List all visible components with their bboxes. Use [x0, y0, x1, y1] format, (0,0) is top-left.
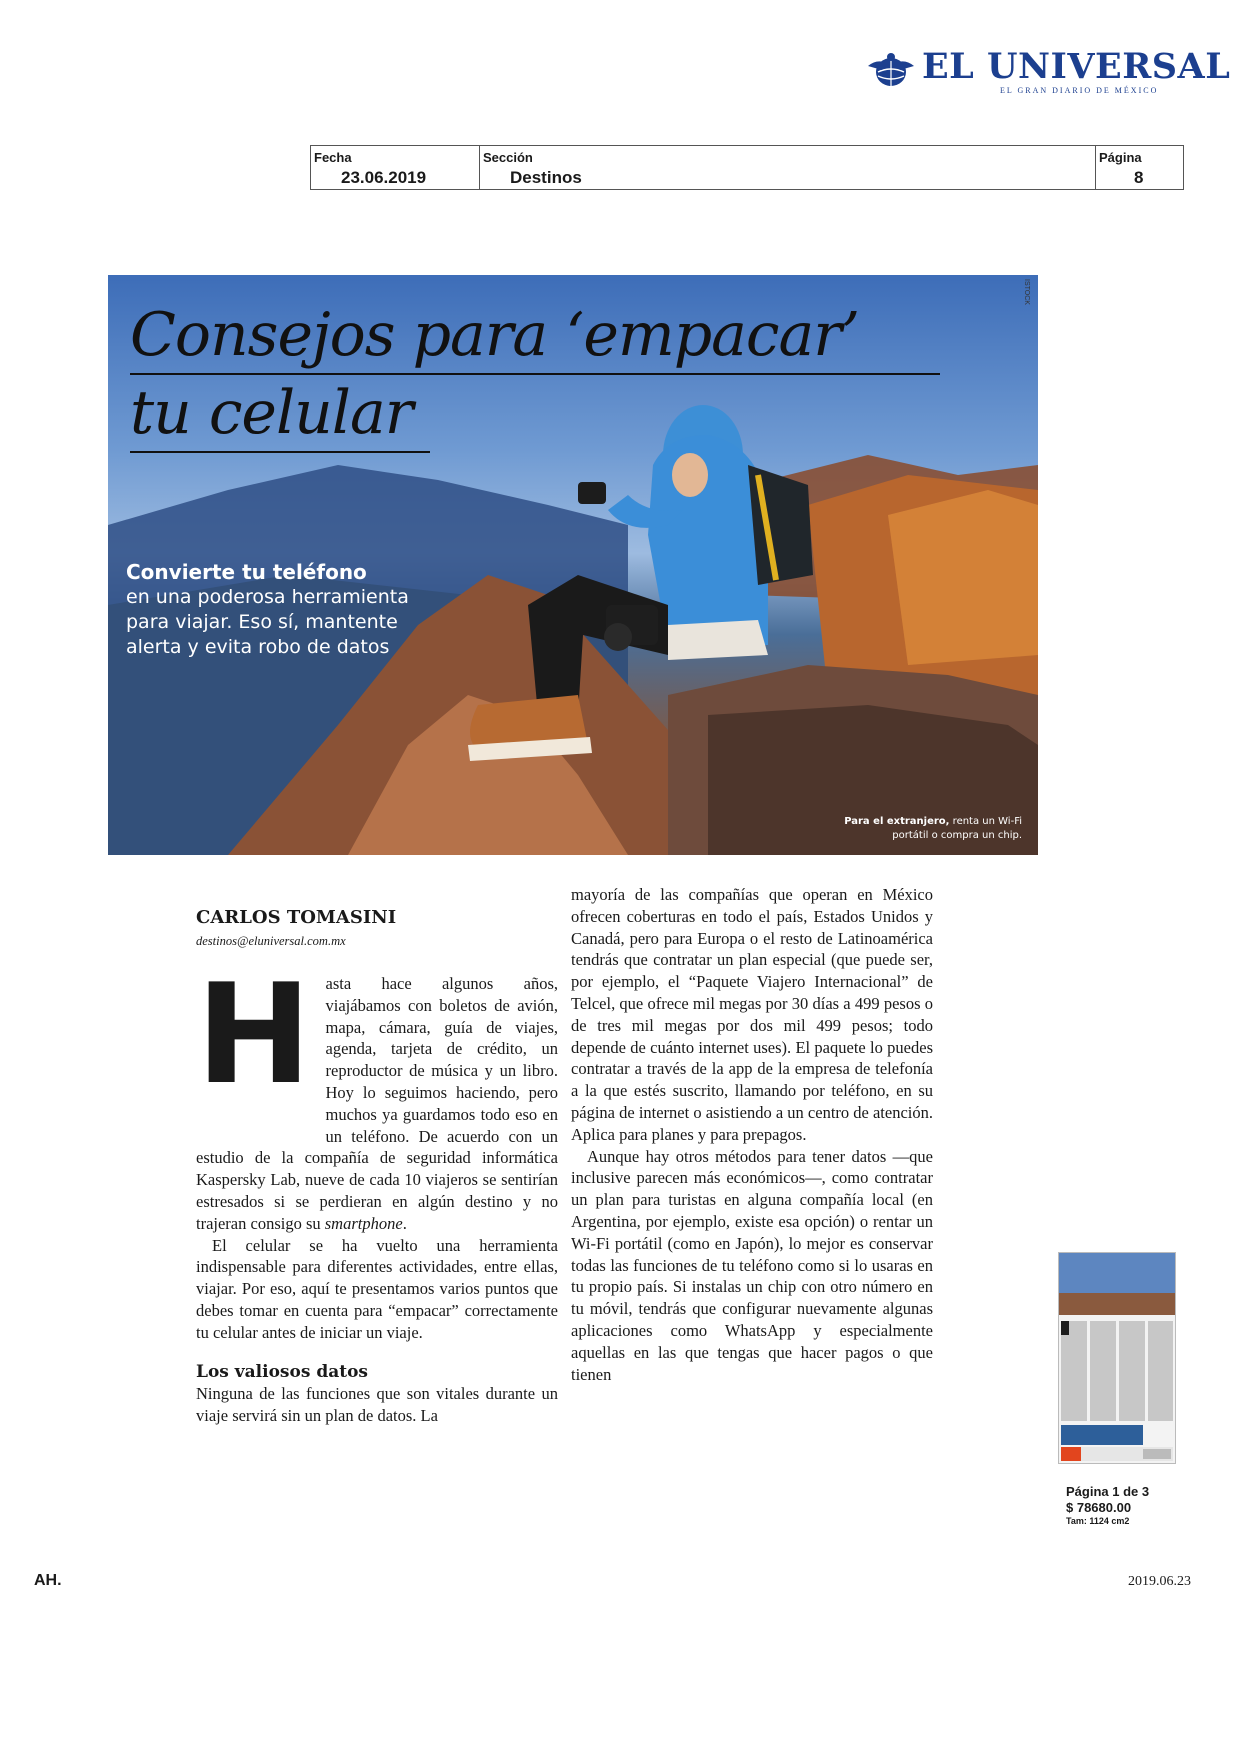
clipping-stats	[1066, 1484, 1186, 1526]
column-2-paragraph-1: mayoría de las compañías que operan en México ofrecen coberturas en todo el país, Estados Unidos y Canadá, pero para Europa o el resto de Latinoamérica tendrás que contratar un plan especial (que puede ser, por ejemplo, el “Paquete Viajero Internacional” de Telcel, que ofrece mil megas por 30 días a 499 pesos o de tres mil megas por dos mil 499 pesos; todo depende de cuánto internet uses). El paquete lo puedes contratar a través de la app de la empresa de telefonía a la que estés suscrito, llamando por teléfono, en su página de internet o asistiendo a un centro de atención. Aplica para planes y para prepagos.	[571, 885, 933, 1144]
page-thumbnail	[1058, 1252, 1176, 1464]
pagina-cell	[1095, 146, 1184, 189]
pagina-label: Página	[1099, 150, 1142, 165]
photo-caption-text: renta un Wi-Fi portátil o compra un chip.	[892, 816, 1022, 841]
globe-eagle-icon	[868, 52, 914, 90]
deck-bold: Convierte tu teléfono	[126, 560, 367, 584]
page-count: Página 1 de 3	[1066, 1484, 1150, 1499]
dropcap: H	[196, 954, 312, 1115]
fecha-cell	[311, 146, 479, 189]
paragraph-3: Ninguna de las funciones que son vitales durante un viaje servirá sin un plan de datos. La	[196, 1384, 558, 1426]
photo-credit: ISTOCK	[1023, 279, 1030, 305]
headline-line-2: tu celular	[130, 375, 430, 453]
paragraph-1-end: .	[402, 1213, 407, 1233]
deck-text: en una poderosa herramienta para viajar. Eso sí, mantente alerta y evita robo de datos	[126, 586, 409, 658]
article-column-1	[196, 954, 558, 1427]
seccion-value: Destinos	[510, 168, 582, 187]
article-size: Tam: 1124 cm2	[1066, 1516, 1130, 1526]
seccion-label: Sección	[483, 150, 533, 165]
page-thumbnail-illustration	[1059, 1253, 1175, 1463]
paragraph-2: El celular se ha vuelto una herramienta indispensable para diferentes actividades, entre ellas, viajar. Por eso, aquí te presentamos varios puntos que debes tomar en cuenta para “empacar” correctamente tu celular antes de iniciar un viaje.	[196, 1235, 558, 1342]
photo-caption-bold: Para el extranjero,	[844, 816, 950, 827]
clipping-header	[310, 145, 1184, 190]
masthead-tagline: EL GRAN DIARIO DE MÉXICO	[1000, 86, 1159, 95]
seccion-cell	[479, 146, 1096, 189]
paragraph-1	[196, 954, 558, 1235]
column-2-paragraph-2: Aunque hay otros métodos para tener datos —que inclusive parecen más económicos—, como contratar un plan para turistas en alguna compañía local (en Argentina, por ejemplo, existe esa opción) o rentar un Wi-Fi portátil (como en Japón), lo mejor es conservar todas las funciones de tu teléfono como si lo usaras en tu propio país. Si instalas un chip con otro número en tu móvil, tendrás que configurar nuevamente algunas aplicaciones como WhatsApp y especialmente aquellas en las que tengas que hacer pagos o que tienen	[571, 1146, 933, 1384]
byline: CARLOS TOMASINI	[196, 907, 397, 928]
fecha-label: Fecha	[314, 150, 352, 165]
footer-date: 2019.06.23	[1128, 1574, 1191, 1589]
pagina-value: 8	[1134, 168, 1144, 187]
masthead-title: EL UNIVERSAL	[922, 46, 1231, 87]
article-column-2	[571, 884, 933, 1385]
author-email: destinos@eluniversal.com.mx	[196, 934, 346, 948]
paragraph-1-text: asta hace algunos años, viajábamos con boletos de avión, mapa, cámara, guía de viajes, agenda, tarjeta de crédito, un reproductor de música y un libro. Hoy lo seguimos haciendo, pero muchos ya guardamos todo eso en un teléfono. De acuerdo con un estudio de la compañía de seguridad informática Kaspersky Lab, nueve de cada 10 viajeros se sentirían estresados si se perdieran en algún destino y no trajeran consigo su	[196, 974, 558, 1233]
headline-line-1: Consejos para ‘empacar’	[130, 297, 940, 375]
fecha-value: 23.06.2019	[341, 168, 427, 187]
headline	[130, 297, 940, 453]
subhead: Los valiosos datos	[196, 1361, 368, 1382]
photo-caption	[832, 815, 1022, 843]
footer-initials: AH.	[34, 1572, 62, 1589]
masthead	[868, 46, 1231, 96]
paragraph-1-italic: smartphone	[324, 1213, 403, 1233]
deck	[126, 560, 456, 660]
hero-photo	[108, 275, 1038, 855]
ad-value: $ 78680.00	[1066, 1500, 1132, 1515]
